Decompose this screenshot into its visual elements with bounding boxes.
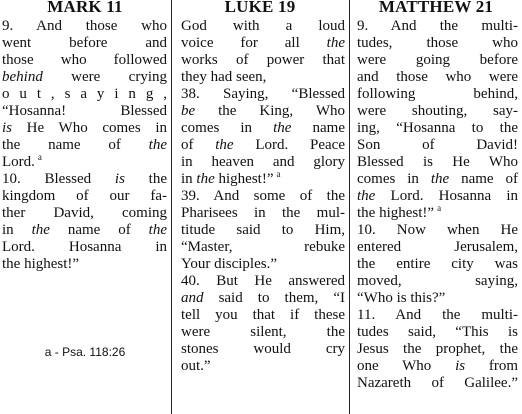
text-segment: out.” bbox=[181, 358, 211, 374]
text-segment: moved, saying, bbox=[357, 273, 518, 289]
text-segment: ther David, coming bbox=[2, 205, 167, 221]
text-segment: the entire city was bbox=[357, 256, 518, 272]
text-line bbox=[171, 120, 349, 137]
text-segment: and those who were bbox=[357, 69, 518, 85]
text-line bbox=[171, 69, 349, 86]
text-line bbox=[350, 103, 522, 120]
column-header: LUKE 19 bbox=[224, 0, 296, 16]
text-segment: tell you that if these bbox=[181, 307, 345, 323]
column-header: MATTHEW 21 bbox=[378, 0, 494, 16]
text-segment: the bbox=[215, 137, 234, 153]
text-line bbox=[171, 256, 349, 273]
text-line bbox=[350, 205, 522, 223]
text-segment: were silent, the bbox=[181, 324, 345, 340]
column-header: MARK 11 bbox=[47, 0, 123, 16]
text-segment: were going before bbox=[357, 52, 518, 68]
text-line bbox=[0, 188, 170, 205]
text-segment: be bbox=[181, 103, 196, 119]
text-segment: the bbox=[196, 171, 215, 187]
text-segment: name of bbox=[49, 222, 149, 238]
text-line bbox=[171, 52, 349, 69]
text-line bbox=[171, 290, 349, 307]
text-line bbox=[350, 239, 522, 256]
text-line bbox=[0, 35, 170, 52]
text-segment: highest!” bbox=[214, 171, 274, 187]
text-line bbox=[171, 18, 349, 35]
text-line bbox=[171, 103, 349, 120]
text-segment: the bbox=[357, 188, 376, 204]
text-line bbox=[0, 154, 170, 172]
text-segment: “Hosanna! Blessed bbox=[2, 103, 167, 119]
text-line bbox=[171, 35, 349, 52]
text-segment: 39. And some of the bbox=[181, 188, 345, 204]
footnote-marker: a bbox=[276, 169, 281, 179]
text-segment: the bbox=[124, 171, 167, 187]
text-line bbox=[350, 256, 522, 273]
text-line bbox=[350, 86, 522, 103]
text-segment: Your disciples.” bbox=[181, 256, 277, 272]
text-line bbox=[0, 222, 170, 239]
text-segment: tudes, those who bbox=[357, 35, 518, 51]
text-segment: went before and bbox=[2, 35, 167, 51]
text-line bbox=[350, 341, 522, 358]
text-segment: 40. But He answered bbox=[181, 273, 345, 289]
text-line bbox=[171, 86, 349, 103]
text-segment: said to them, “I bbox=[203, 290, 345, 306]
text-segment: He Who comes in bbox=[12, 120, 167, 136]
text-segment: the name of bbox=[2, 137, 149, 153]
text-segment: is bbox=[114, 171, 125, 187]
text-segment: name bbox=[291, 120, 345, 136]
text-segment: 38. Saying, “Blessed bbox=[181, 86, 345, 102]
text-segment: Son of David! bbox=[357, 137, 518, 153]
text-segment: in bbox=[181, 171, 197, 187]
text-line bbox=[171, 273, 349, 290]
text-line bbox=[171, 239, 349, 256]
text-line bbox=[0, 103, 170, 120]
text-line bbox=[350, 137, 522, 154]
text-segment: is bbox=[455, 358, 466, 374]
text-segment: were shouting, say- bbox=[357, 103, 518, 119]
text-line bbox=[171, 307, 349, 324]
text-segment: 11. And the multi- bbox=[357, 307, 518, 323]
text-segment: Pharisees in the mul- bbox=[181, 205, 345, 221]
text-segment: comes in bbox=[181, 120, 274, 136]
text-line bbox=[0, 256, 170, 273]
text-line bbox=[171, 137, 349, 154]
text-segment: ing, “Hosanna to the bbox=[357, 120, 518, 136]
text-segment: is bbox=[2, 120, 13, 136]
text-line bbox=[171, 171, 349, 189]
text-segment: Jesus the prophet, the bbox=[357, 341, 518, 357]
text-line bbox=[350, 69, 522, 86]
text-segment: 9. And those who bbox=[2, 18, 167, 34]
text-line bbox=[350, 307, 522, 324]
text-line bbox=[350, 18, 522, 35]
text-line bbox=[0, 120, 170, 137]
text-line bbox=[171, 324, 349, 341]
text-segment: they had seen, bbox=[181, 69, 267, 85]
text-segment: the bbox=[430, 171, 450, 187]
text-line bbox=[350, 375, 522, 392]
text-line bbox=[0, 171, 170, 188]
text-segment: of bbox=[181, 137, 216, 153]
text-segment: stones would cry bbox=[181, 341, 345, 357]
text-line bbox=[350, 52, 522, 69]
text-segment: kingdom of our fa- bbox=[2, 188, 167, 204]
text-line bbox=[0, 18, 170, 35]
text-segment: the bbox=[273, 120, 292, 136]
text-line bbox=[0, 205, 170, 222]
text-line bbox=[0, 137, 170, 154]
text-segment: were crying bbox=[42, 69, 167, 85]
text-segment: Lord. bbox=[2, 154, 35, 170]
text-line bbox=[350, 273, 522, 290]
text-segment: o u t , s a y i n g , bbox=[2, 86, 167, 102]
text-line bbox=[350, 290, 522, 307]
text-line bbox=[0, 69, 170, 86]
text-line bbox=[171, 222, 349, 239]
text-segment: 10. Blessed bbox=[2, 171, 115, 187]
text-line bbox=[0, 52, 170, 69]
text-segment: Blessed is He Who bbox=[357, 154, 518, 170]
text-segment: the bbox=[326, 35, 345, 51]
text-segment: in heaven and glory bbox=[181, 154, 345, 170]
column-mark-11 bbox=[0, 0, 170, 414]
text-segment: voice for all bbox=[181, 35, 327, 51]
text-line bbox=[350, 188, 522, 205]
text-line bbox=[171, 358, 349, 375]
text-segment: titude said to Him, bbox=[181, 222, 345, 238]
text-segment: and bbox=[181, 290, 204, 306]
text-segment: in bbox=[2, 222, 32, 238]
text-segment: God with a loud bbox=[181, 18, 345, 34]
text-line bbox=[171, 188, 349, 205]
footnote-marker: a bbox=[37, 152, 42, 162]
column-matthew-21 bbox=[350, 0, 522, 414]
text-segment: the bbox=[148, 137, 167, 153]
text-segment: behind bbox=[2, 69, 43, 85]
text-line bbox=[350, 171, 522, 188]
text-segment: name of bbox=[449, 171, 518, 187]
footnote-marker: a bbox=[437, 203, 442, 213]
footnote: a - Psa. 118:26 bbox=[44, 345, 126, 359]
text-segment: following behind, bbox=[357, 86, 518, 102]
text-line bbox=[350, 324, 522, 341]
text-line bbox=[171, 341, 349, 358]
text-segment: those who followed bbox=[2, 52, 167, 68]
text-segment: tudes said, “This is bbox=[357, 324, 518, 340]
text-segment: Lord. Hosanna in bbox=[375, 188, 518, 204]
text-segment: 10. Now when He bbox=[357, 222, 518, 238]
text-line bbox=[171, 154, 349, 171]
text-segment: “Master, rebuke bbox=[181, 239, 345, 255]
text-segment: works of power that bbox=[181, 52, 345, 68]
text-segment: Lord. Hosanna in bbox=[2, 239, 167, 255]
text-segment: from bbox=[465, 358, 518, 374]
text-line bbox=[0, 239, 170, 256]
text-segment: Nazareth of Galilee.” bbox=[357, 375, 518, 391]
text-segment: the King, Who bbox=[195, 103, 345, 119]
text-segment: one Who bbox=[357, 358, 456, 374]
text-segment: 9. And the multi- bbox=[357, 18, 518, 34]
text-line bbox=[350, 358, 522, 375]
text-segment: Lord. Peace bbox=[233, 137, 345, 153]
column-luke-19 bbox=[171, 0, 349, 414]
text-segment: “Who is this?” bbox=[357, 290, 446, 306]
text-segment: the highest!” bbox=[2, 256, 80, 272]
text-line bbox=[350, 35, 522, 52]
text-line bbox=[350, 222, 522, 239]
text-segment: comes in bbox=[357, 171, 431, 187]
text-line bbox=[350, 120, 522, 137]
text-segment: the bbox=[148, 222, 167, 238]
text-segment: entered Jerusalem, bbox=[357, 239, 518, 255]
text-line bbox=[350, 154, 522, 171]
text-segment: the bbox=[31, 222, 50, 238]
text-line bbox=[171, 205, 349, 222]
text-segment: the highest!” bbox=[357, 205, 435, 221]
text-line bbox=[0, 86, 170, 103]
